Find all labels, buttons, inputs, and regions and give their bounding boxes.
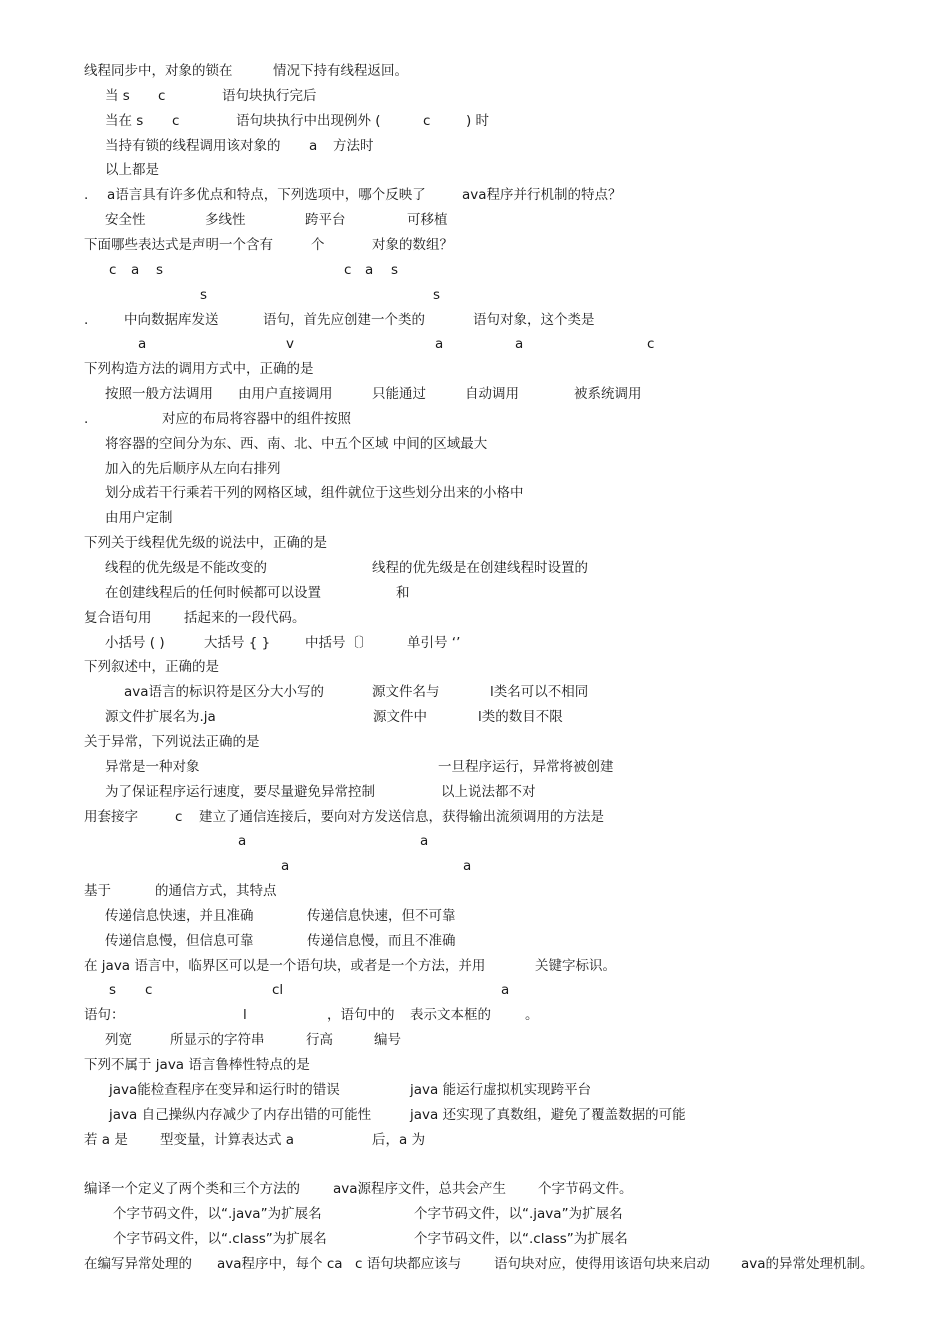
text-line: [0, 534, 950, 554]
text-fragment: 跨平台: [305, 212, 346, 229]
text-line: [0, 335, 950, 355]
text-fragment: 语句块执行中出现例外 (: [236, 112, 381, 129]
text-line: [0, 758, 950, 778]
text-line: [0, 1180, 950, 1200]
text-fragment: 当持有锁的线程调用该对象的: [105, 137, 281, 154]
text-fragment: 异常是一种对象: [105, 758, 200, 775]
text-line: [0, 1230, 950, 1250]
text-fragment: 源文件名与: [372, 684, 440, 701]
text-fragment: v: [286, 336, 294, 353]
text-fragment: 个字节码文件。: [538, 1181, 633, 1198]
text-fragment: a: [365, 261, 374, 278]
text-line: [0, 137, 950, 157]
text-fragment: 和: [396, 584, 410, 601]
text-line: [0, 708, 950, 728]
text-fragment: c 语句块都应该与: [355, 1255, 462, 1272]
text-fragment: s: [391, 261, 399, 278]
text-fragment: 。: [525, 1007, 539, 1024]
text-line: [0, 460, 950, 480]
text-line: [0, 857, 950, 877]
text-fragment: l: [243, 1007, 247, 1024]
text-line: [0, 186, 950, 206]
text-fragment: 为了保证程序运行速度，要尽量避免异常控制: [105, 783, 375, 800]
text-fragment: ，语句中的: [327, 1007, 395, 1024]
text-fragment: 下列不属于 java 语言鲁棒性特点的是: [84, 1057, 310, 1073]
text-fragment: 编号: [374, 1032, 401, 1049]
text-fragment: ava程序并行机制的特点？: [462, 187, 622, 204]
text-line: [0, 1255, 950, 1275]
text-fragment: 传递信息慢，而且不准确: [307, 932, 456, 949]
text-fragment: 对应的布局将容器中的组件按照: [162, 410, 351, 427]
text-fragment: 线程的优先级是在创建线程时设置的: [372, 560, 588, 576]
text-fragment: c: [172, 112, 180, 129]
text-fragment: .: [84, 187, 89, 204]
text-fragment: 所显示的字符串: [170, 1032, 265, 1049]
text-fragment: 个字节码文件，以“.java”为扩展名: [414, 1206, 623, 1223]
text-fragment: a: [501, 982, 510, 999]
text-fragment: 对象的数组？: [372, 236, 453, 253]
text-fragment: cl: [272, 982, 284, 999]
text-fragment: 关键字标识。: [535, 957, 616, 974]
text-fragment: 建立了通信连接后，要向对方发送信息，获得输出流须调用的方法是: [199, 808, 604, 825]
text-line: [0, 1031, 950, 1051]
text-fragment: a: [138, 336, 147, 353]
text-fragment: 的通信方式，其特点: [155, 883, 277, 900]
text-fragment: 语句块执行完后: [222, 87, 317, 104]
text-line: [0, 286, 950, 306]
text-line: [0, 609, 950, 629]
text-line: [0, 634, 950, 654]
text-fragment: 线程同步中，对象的锁在: [84, 63, 233, 79]
text-line: [0, 1155, 950, 1175]
text-line: [0, 683, 950, 703]
text-fragment: 下面哪些表达式是声明一个含有: [84, 236, 273, 253]
text-fragment: 情况下持有线程返回。: [273, 63, 408, 79]
text-line: [0, 261, 950, 281]
text-fragment: l类的数目不限: [478, 709, 563, 726]
text-line: [0, 957, 950, 977]
text-line: [0, 1056, 950, 1076]
text-fragment: 后，a 为: [372, 1131, 426, 1148]
text-line: [0, 907, 950, 927]
text-fragment: java 能运行虚拟机实现跨平台: [410, 1081, 592, 1098]
text-fragment: 下列关于线程优先级的说法中，正确的是: [84, 535, 327, 552]
text-fragment: ava源程序文件，总共会产生: [333, 1181, 507, 1198]
text-line: [0, 509, 950, 529]
text-line: [0, 311, 950, 331]
text-line: [0, 385, 950, 405]
text-fragment: .: [84, 410, 89, 427]
text-line: [0, 161, 950, 181]
text-fragment: a: [435, 336, 444, 353]
text-fragment: 一旦程序运行，异常将被创建: [438, 758, 614, 775]
text-fragment: 当在 s: [105, 112, 144, 129]
text-fragment: 源文件扩展名为.ja: [105, 709, 216, 726]
text-line: [0, 981, 950, 1001]
text-fragment: 用套接字: [84, 808, 138, 825]
text-fragment: 个字节码文件，以“.java”为扩展名: [113, 1206, 322, 1223]
text-fragment: 语句对象，这个类是: [473, 311, 595, 328]
text-fragment: a语言具有许多优点和特点，下列选项中，哪个反映了: [107, 187, 426, 204]
text-line: [0, 360, 950, 380]
text-fragment: 个: [311, 236, 325, 253]
text-fragment: ) 时: [466, 112, 490, 129]
text-fragment: 在编写异常处理的: [84, 1255, 192, 1272]
text-line: [0, 62, 950, 82]
text-fragment: 将容器的空间分为东、西、南、北、中五个区域 中间的区域最大: [105, 435, 488, 452]
text-line: [0, 559, 950, 579]
text-fragment: s: [433, 286, 441, 303]
text-fragment: 多线性: [205, 212, 246, 229]
text-fragment: 基于: [84, 883, 111, 900]
text-fragment: 传递信息慢，但信息可靠: [105, 932, 254, 949]
text-fragment: s: [156, 261, 164, 278]
text-fragment: 行高: [306, 1032, 333, 1049]
text-fragment: 被系统调用: [574, 386, 642, 403]
text-fragment: 括起来的一段代码。: [184, 609, 306, 626]
text-fragment: 加入的先后顺序从左向右排列: [105, 460, 281, 477]
text-line: [0, 808, 950, 828]
text-fragment: 编译一个定义了两个类和三个方法的: [84, 1181, 300, 1198]
text-fragment: c: [344, 261, 352, 278]
text-fragment: java能检查程序在变异和运行时的错误: [109, 1081, 340, 1098]
text-line: [0, 435, 950, 455]
text-fragment: 源文件中: [373, 709, 427, 726]
text-fragment: 只能通过: [372, 386, 426, 403]
text-fragment: a: [281, 858, 290, 875]
text-fragment: a: [309, 137, 318, 154]
text-fragment: c: [145, 982, 153, 999]
text-fragment: l类名可以不相同: [490, 684, 589, 701]
text-fragment: c: [158, 87, 166, 104]
text-fragment: .: [84, 311, 89, 328]
text-fragment: 划分成若干行乘若干列的网格区域，组件就位于这些划分出来的小格中: [105, 485, 524, 502]
text-line: [0, 236, 950, 256]
text-line: [0, 410, 950, 430]
text-fragment: 传递信息快速，并且准确: [105, 907, 254, 924]
text-fragment: a: [515, 336, 524, 353]
text-line: [0, 658, 950, 678]
text-fragment: 可移植: [407, 212, 448, 229]
text-fragment: a: [131, 261, 140, 278]
text-fragment: 中括号〔〕: [305, 634, 373, 651]
text-fragment: 个字节码文件，以“.class”为扩展名: [414, 1230, 628, 1247]
text-line: [0, 1081, 950, 1101]
text-fragment: 语句块对应，使得用该语句块来启动: [494, 1255, 710, 1272]
text-fragment: 在创建线程后的任何时候都可以设置: [105, 584, 321, 601]
text-fragment: a: [420, 833, 429, 850]
text-fragment: s: [200, 286, 208, 303]
text-line: [0, 932, 950, 952]
text-fragment: ava语言的标识符是区分大小写的: [124, 684, 325, 701]
text-line: [0, 832, 950, 852]
text-line: [0, 1106, 950, 1126]
text-fragment: ava的异常处理机制。: [741, 1255, 874, 1272]
text-fragment: 以上说法都不对: [441, 783, 536, 800]
text-fragment: 按照一般方法调用: [105, 386, 213, 403]
text-line: [0, 882, 950, 902]
text-fragment: 个字节码文件，以“.class”为扩展名: [113, 1230, 327, 1247]
text-fragment: 自动调用: [465, 386, 519, 403]
text-fragment: 小括号 ( ): [105, 634, 165, 651]
text-fragment: 在 java 语言中，临界区可以是一个语句块，或者是一个方法，并用: [84, 957, 486, 974]
text-fragment: java 自己操纵内存减少了内存出错的可能性: [109, 1106, 372, 1123]
text-fragment: a: [238, 833, 247, 850]
text-fragment: c: [423, 112, 431, 129]
text-fragment: ava程序中，每个 ca: [217, 1255, 343, 1272]
text-fragment: 下列叙述中，正确的是: [84, 659, 219, 676]
text-fragment: 表示文本框的: [410, 1007, 491, 1024]
text-fragment: a: [463, 858, 472, 875]
text-fragment: 线程的优先级是不能改变的: [105, 560, 267, 576]
text-fragment: c: [109, 261, 117, 278]
text-line: [0, 112, 950, 132]
text-fragment: 下列构造方法的调用方式中，正确的是: [84, 361, 314, 378]
text-fragment: 复合语句用: [84, 609, 152, 626]
text-fragment: 当 s: [105, 87, 130, 104]
text-line: [0, 484, 950, 504]
text-fragment: java 还实现了真数组，避免了覆盖数据的可能: [410, 1106, 686, 1123]
text-line: [0, 1131, 950, 1151]
text-fragment: 型变量，计算表达式 a: [160, 1131, 295, 1148]
text-fragment: 中向数据库发送: [124, 311, 219, 328]
text-fragment: 单引号 ‘’: [407, 634, 461, 651]
text-fragment: s: [109, 982, 117, 999]
text-line: [0, 783, 950, 803]
text-fragment: 以上都是: [105, 162, 159, 179]
text-fragment: 语句，首先应创建一个类的: [263, 311, 425, 328]
text-fragment: c: [647, 336, 655, 353]
text-line: [0, 87, 950, 107]
text-line: [0, 733, 950, 753]
text-fragment: 若 a 是: [84, 1131, 128, 1148]
text-fragment: 由用户定制: [105, 510, 173, 527]
text-line: [0, 1006, 950, 1026]
text-fragment: 方法时: [333, 137, 374, 154]
text-fragment: 传递信息快速，但不可靠: [307, 907, 456, 924]
text-line: [0, 584, 950, 604]
text-line: [0, 1205, 950, 1225]
text-fragment: 大括号 { }: [204, 634, 271, 651]
text-fragment: 关于异常，下列说法正确的是: [84, 733, 260, 750]
text-fragment: 列宽: [105, 1032, 132, 1049]
text-fragment: c: [175, 808, 183, 825]
text-fragment: 安全性: [105, 212, 146, 229]
text-line: [0, 211, 950, 231]
text-fragment: 由用户直接调用: [238, 386, 333, 403]
text-fragment: 语句：: [84, 1007, 125, 1024]
